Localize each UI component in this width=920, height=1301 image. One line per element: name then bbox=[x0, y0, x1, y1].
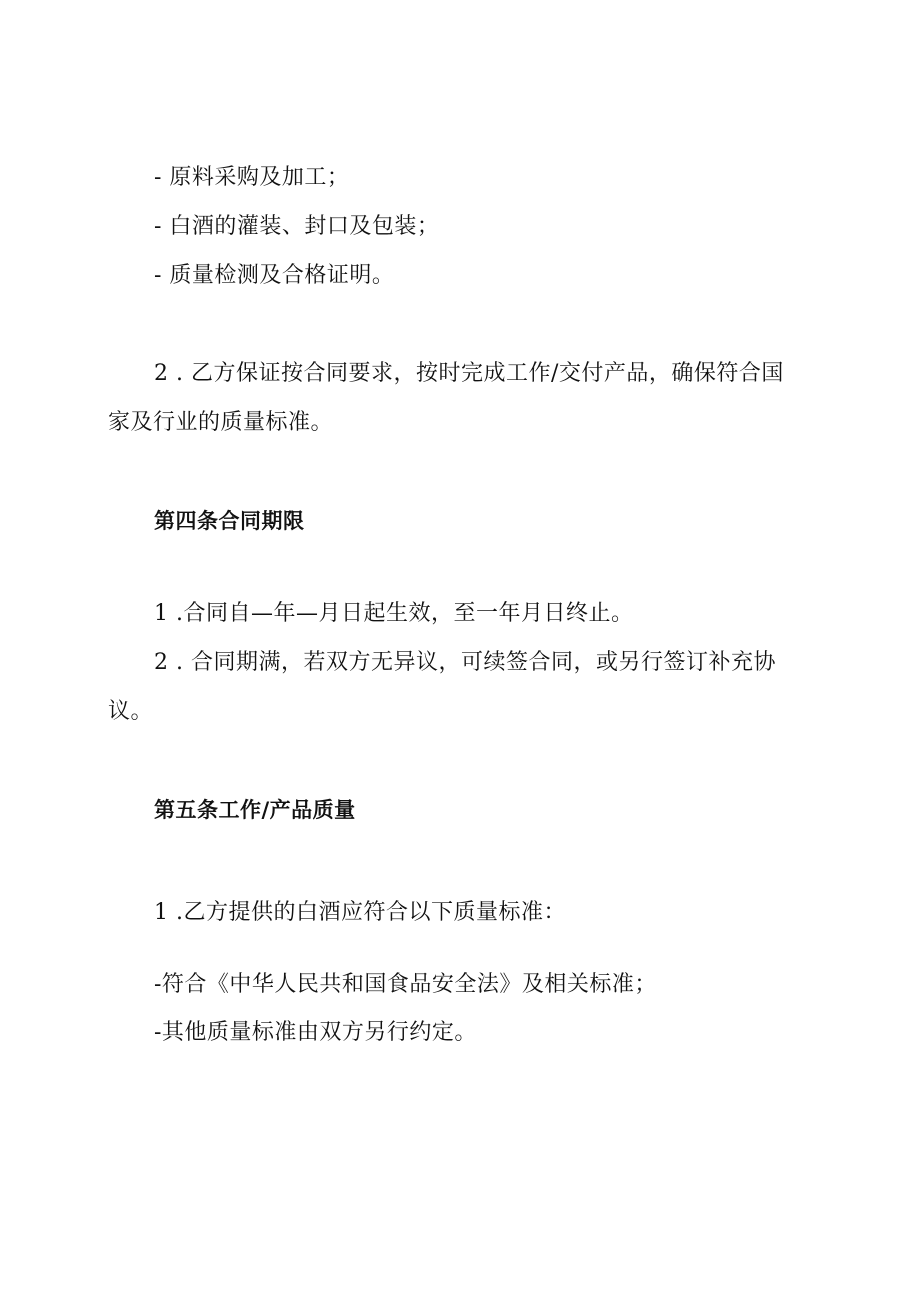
list-item: - 白酒的灌装、封口及包装； bbox=[154, 214, 440, 239]
list-item: -符合《中华人民共和国食品安全法》及相关标准； bbox=[154, 972, 657, 997]
list-item: - 原料采购及加工； bbox=[154, 165, 350, 190]
section-heading: 第五条工作/产品质量 bbox=[154, 798, 356, 822]
paragraph-line: 议。 bbox=[108, 699, 154, 724]
paragraph-line: 1 .合同自—年—月日起生效，至一年月日终止。 bbox=[154, 601, 634, 626]
paragraph-line: 1 .乙方提供的白酒应符合以下质量标准： bbox=[154, 900, 566, 925]
paragraph-line: 家及行业的质量标准。 bbox=[108, 410, 334, 435]
section-heading: 第四条合同期限 bbox=[154, 509, 305, 533]
list-item: -其他质量标准由双方另行约定。 bbox=[154, 1020, 477, 1045]
list-item: - 质量检测及合格证明。 bbox=[154, 263, 395, 288]
paragraph-line: 2 . 乙方保证按合同要求，按时完成工作/交付产品，确保符合国 bbox=[154, 361, 784, 386]
paragraph-line: 2 . 合同期满，若双方无异议，可续签合同，或另行签订补充协 bbox=[154, 650, 776, 675]
